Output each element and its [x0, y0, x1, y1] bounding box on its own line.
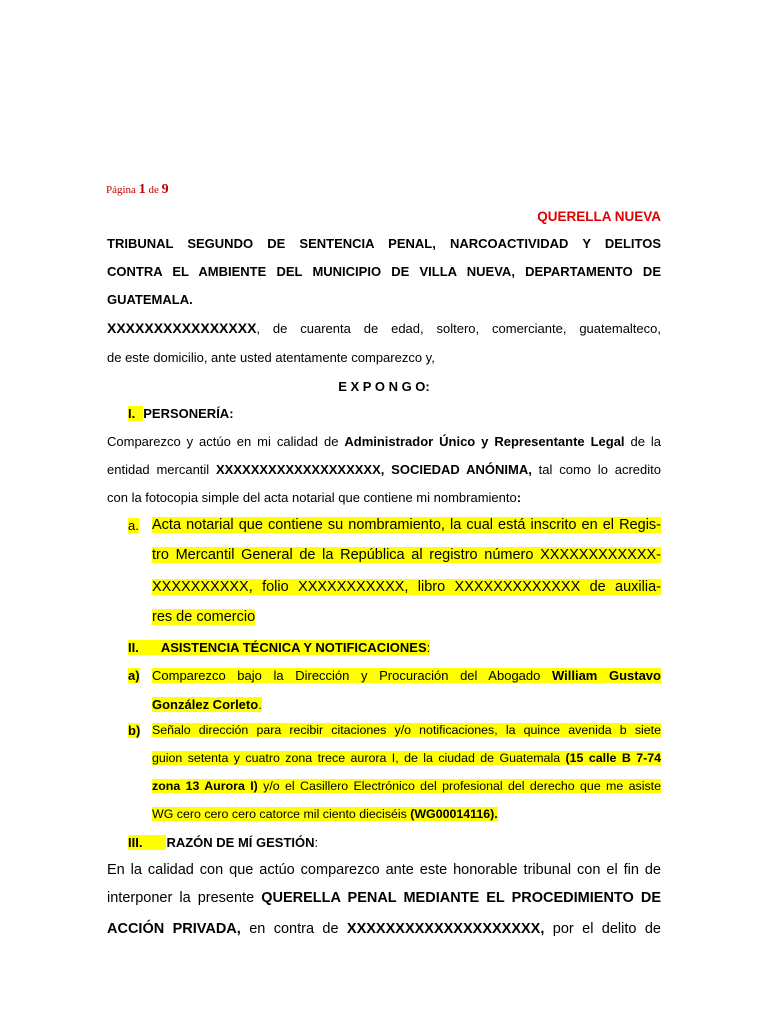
intro-line-1 [107, 320, 661, 336]
item-2a-line-2 [152, 697, 661, 712]
section-1-para-line-1 [107, 434, 661, 449]
section-1-heading [128, 406, 234, 421]
text-span: WG cero cero cero catorce mil ciento dieciséis [152, 807, 411, 821]
page-word: Página [106, 184, 136, 196]
lawyer-name: William Gustavo [551, 668, 661, 683]
expongo-heading: E X P O N G O: [338, 379, 430, 394]
text-span: Comparezco bajo la Dirección y Procuración del Abogado [152, 668, 552, 683]
section-3-para-line-2 [107, 890, 661, 906]
section-3-heading [128, 835, 318, 850]
text-span: : [516, 490, 522, 505]
item-a-line-1 [152, 517, 661, 533]
item-a-marker: a. [128, 518, 139, 533]
section-2-title: ASISTENCIA TÉCNICA Y NOTIFICACIONES [160, 640, 427, 655]
section-3-para-line-1: En la calidad con que actúo comparezco ante este honorable tribunal con el fin de [107, 862, 661, 878]
section-3-para-line-3 [107, 921, 661, 937]
section-1-title: PERSONERÍA: [143, 406, 234, 421]
item-a-line-3 [152, 579, 661, 595]
page-total: 9 [161, 182, 169, 197]
section-2-numeral: II. [128, 640, 161, 655]
text-span: entidad mercantil [107, 462, 217, 477]
section-3-numeral: III. [128, 835, 166, 850]
text-span: guion setenta y cuatro zona trece aurora I, de la ciudad de Guatemala [152, 751, 566, 765]
text-span: . [258, 697, 262, 712]
querella-title: QUERELLA PENAL MEDIANTE EL PROCEDIMIENTO DE [261, 890, 662, 906]
item-2b-line-4 [152, 807, 661, 821]
page-current: 1 [138, 182, 146, 197]
item-a-line-2 [152, 547, 661, 563]
casillero-code: (WG00014116). [410, 807, 498, 821]
text-span: de la [624, 434, 661, 449]
text-span: Señalo dirección para recibir citaciones y/o notificaciones, la quince avenida b siete [152, 723, 661, 737]
text-span: tal como lo acredito [531, 462, 661, 477]
text-span: Acta notarial que contiene su nombramiento, la cual está inscrito en el Regis- [152, 517, 661, 533]
intro-line-2: de este domicilio, ante usted atentamente comparezco y, [107, 350, 435, 365]
item-2b-line-2 [152, 751, 661, 765]
document-type-title: QUERELLA NUEVA [537, 209, 661, 224]
section-1-numeral: I. [128, 406, 143, 421]
court-line-2: CONTRA EL AMBIENTE DEL MUNICIPIO DE VILLA NUEVA, DEPARTAMENTO DE [107, 264, 661, 279]
page-of: de [148, 184, 159, 196]
text-span: con la fotocopia simple del acta notarial que contiene mi nombramiento [107, 490, 517, 505]
section-1-para-line-3 [107, 490, 661, 505]
text-span: por el delito de [544, 921, 661, 937]
lawyer-surname: González Corleto [152, 697, 259, 712]
text-span: : [426, 640, 431, 655]
text-span: y/o el Casillero Electrónico del profesional del derecho que me asiste [257, 779, 661, 793]
text-span: res de comercio [152, 609, 256, 625]
section-1-para-line-2 [107, 462, 661, 477]
section-3-title: RAZÓN DE MÍ GESTIÓN [166, 835, 315, 850]
defendant-name: XXXXXXXXXXXXXXXXXXXX, [346, 921, 545, 937]
court-line-1: TRIBUNAL SEGUNDO DE SENTENCIA PENAL, NARCOACTIVIDAD Y DELITOS [107, 236, 661, 251]
item-a-line-4 [152, 609, 661, 625]
text-span: : [314, 835, 319, 850]
item-2b-line-3 [152, 779, 661, 793]
item-2b-marker: b) [128, 723, 141, 738]
section-2-heading [128, 640, 430, 655]
item-2b-line-1 [152, 723, 661, 737]
intro-line-1-rest: , de cuarenta de edad, soltero, comerciante, guatemalteco, [256, 321, 661, 336]
text-span: tro Mercantil General de la República al registro número XXXXXXXXXXXX- [152, 547, 661, 563]
text-span: interponer la presente [107, 890, 262, 906]
text-span: en contra de [240, 921, 347, 937]
role-text: Administrador Único y Representante Legal [344, 434, 625, 449]
company-name: XXXXXXXXXXXXXXXXXXX, SOCIEDAD ANÓNIMA, [216, 462, 532, 477]
procedure-name: ACCIÓN PRIVADA, [107, 921, 241, 937]
item-2a-marker: a) [128, 668, 140, 683]
intro-name: XXXXXXXXXXXXXXXX [107, 320, 257, 336]
address-code: zona 13 Aurora I) [152, 779, 258, 793]
court-line-3: GUATEMALA. [107, 292, 193, 307]
page-number [106, 182, 169, 198]
text-span: XXXXXXXXXX, folio XXXXXXXXXXX, libro XXXXXXXXXXXXX de auxilia- [152, 579, 661, 595]
item-2a-line-1 [152, 668, 661, 683]
text-span: Comparezco y actúo en mi calidad de [107, 434, 345, 449]
address-code: (15 calle B 7-74 [565, 751, 661, 765]
